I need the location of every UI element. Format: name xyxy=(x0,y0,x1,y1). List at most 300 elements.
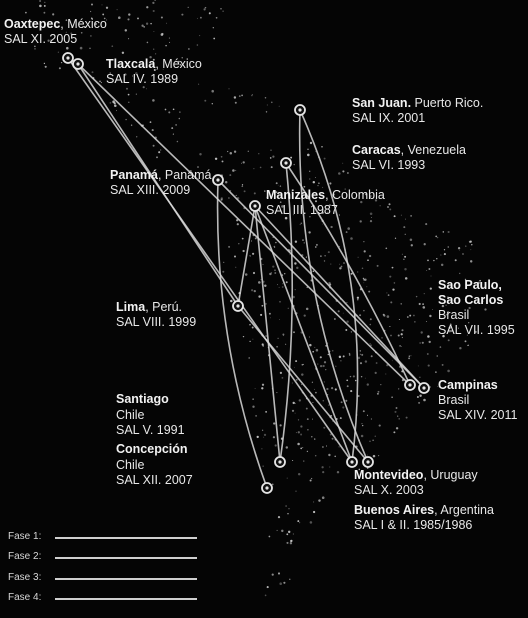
city-light xyxy=(279,106,280,107)
city-light xyxy=(345,329,347,331)
city-light xyxy=(262,345,264,347)
city-light xyxy=(360,220,362,222)
city-light xyxy=(329,182,331,184)
city-light xyxy=(141,25,143,27)
city-light xyxy=(179,111,180,112)
city-light xyxy=(367,259,369,261)
city-light xyxy=(152,99,155,102)
route-concepcion-panama xyxy=(218,180,267,488)
city-light xyxy=(307,451,308,452)
city-light xyxy=(273,436,275,438)
city-light xyxy=(221,199,223,201)
site-marker-dot-buenosaires xyxy=(350,460,353,463)
city-light xyxy=(249,341,250,342)
city-light xyxy=(341,401,343,403)
city-light xyxy=(243,161,245,163)
city-light xyxy=(300,448,302,450)
city-light xyxy=(370,220,372,222)
city-light xyxy=(392,360,393,361)
city-light xyxy=(252,327,254,329)
city-light xyxy=(282,334,284,336)
city-light xyxy=(334,456,335,457)
city-light xyxy=(322,224,323,225)
city-light xyxy=(61,62,62,63)
city-light xyxy=(235,267,236,268)
city-light xyxy=(328,454,330,456)
legend-line-fase-2 xyxy=(55,557,197,559)
city-light xyxy=(302,239,303,240)
site-marker-dot-oaxtepec xyxy=(66,56,69,59)
city-light xyxy=(241,163,242,164)
city-light xyxy=(131,124,132,125)
city-light xyxy=(251,240,252,241)
city-light xyxy=(290,157,292,159)
city-light xyxy=(339,267,341,269)
city-light xyxy=(269,273,271,275)
city-light xyxy=(168,111,170,113)
city-light xyxy=(320,365,322,367)
city-light xyxy=(92,71,94,73)
city-light xyxy=(262,430,263,431)
city-light xyxy=(306,408,308,410)
city-light xyxy=(392,288,394,290)
city-light xyxy=(315,455,316,456)
site-marker-dot-manizales xyxy=(253,204,256,207)
city-light xyxy=(313,511,315,513)
city-light xyxy=(258,295,260,297)
city-light xyxy=(295,491,296,492)
city-light xyxy=(401,215,402,216)
city-light xyxy=(292,410,294,412)
city-light xyxy=(331,387,333,389)
city-light xyxy=(248,357,249,358)
city-light xyxy=(299,399,301,401)
city-light xyxy=(357,272,358,273)
site-marker-dot-sanjuan xyxy=(298,108,301,111)
city-light xyxy=(421,331,423,333)
city-light xyxy=(367,455,368,456)
city-light xyxy=(398,418,399,419)
city-light xyxy=(469,241,471,243)
legend-line-fase-1 xyxy=(55,537,197,539)
city-light xyxy=(158,151,160,153)
city-light xyxy=(414,321,415,322)
city-light xyxy=(394,282,396,284)
city-light xyxy=(350,237,353,240)
city-light xyxy=(287,478,288,479)
city-light xyxy=(436,258,437,259)
city-light xyxy=(300,434,302,436)
city-light xyxy=(419,303,421,305)
city-light xyxy=(236,195,237,196)
city-light xyxy=(462,253,464,255)
city-light xyxy=(298,473,300,475)
city-light xyxy=(277,338,278,339)
city-light xyxy=(173,108,175,110)
city-light xyxy=(337,471,339,473)
city-light xyxy=(370,324,372,326)
city-light xyxy=(359,314,361,316)
city-light xyxy=(279,424,281,426)
city-light xyxy=(155,53,156,54)
city-light xyxy=(303,461,304,462)
city-light xyxy=(234,96,236,98)
city-light xyxy=(244,190,246,192)
city-light xyxy=(324,260,325,261)
city-light xyxy=(383,314,385,316)
city-light xyxy=(166,23,167,24)
city-light xyxy=(278,185,279,186)
city-light xyxy=(269,313,271,315)
city-light xyxy=(362,267,364,269)
city-light xyxy=(340,417,342,419)
city-light xyxy=(281,377,283,379)
city-light xyxy=(229,88,230,89)
city-light xyxy=(363,310,365,312)
city-light xyxy=(321,466,323,468)
city-light xyxy=(257,436,259,438)
city-light xyxy=(320,255,322,257)
city-light xyxy=(260,314,262,316)
city-light xyxy=(403,226,405,228)
city-light xyxy=(307,418,309,420)
city-light xyxy=(387,315,390,318)
city-light xyxy=(443,231,445,233)
city-light xyxy=(315,392,317,394)
city-light xyxy=(375,372,377,374)
city-light xyxy=(122,52,124,54)
city-light xyxy=(284,273,285,274)
city-light xyxy=(448,231,450,233)
city-light xyxy=(440,346,442,348)
city-light xyxy=(235,102,237,104)
city-light xyxy=(252,253,254,255)
city-light xyxy=(296,379,298,381)
city-light xyxy=(238,243,239,244)
legend-line-fase-3 xyxy=(55,578,197,580)
city-light xyxy=(276,182,278,184)
city-light xyxy=(267,105,268,106)
city-light xyxy=(372,440,373,441)
city-light xyxy=(45,66,47,68)
city-light xyxy=(293,331,295,333)
city-light xyxy=(165,45,167,47)
city-light xyxy=(315,246,317,248)
city-light xyxy=(161,16,163,18)
city-light xyxy=(369,255,371,257)
city-light xyxy=(315,151,316,152)
city-light xyxy=(316,244,318,246)
city-light xyxy=(152,2,154,4)
city-light xyxy=(252,398,253,399)
city-light xyxy=(312,351,314,353)
city-light xyxy=(334,318,336,320)
city-light xyxy=(371,418,372,419)
label-sao-paulo: Sao Paulo, Sao Carlos Brasil SAL VII. 1995 xyxy=(438,278,515,337)
city-light xyxy=(363,241,364,242)
city-light xyxy=(324,255,325,256)
legend-label-fase-2: Fase 2: xyxy=(8,551,42,562)
city-light xyxy=(399,319,400,320)
city-light xyxy=(409,315,411,317)
city-light xyxy=(230,152,233,155)
city-light xyxy=(363,282,364,283)
city-light xyxy=(304,314,306,316)
city-light xyxy=(401,346,402,347)
city-light xyxy=(125,29,127,31)
city-light xyxy=(298,419,299,420)
city-light xyxy=(302,364,304,366)
city-light xyxy=(283,335,284,336)
city-light xyxy=(403,259,404,260)
city-light xyxy=(248,151,249,152)
city-light xyxy=(261,448,262,449)
city-light xyxy=(279,301,281,303)
city-light xyxy=(264,434,266,436)
city-light xyxy=(471,244,472,245)
city-light xyxy=(272,156,274,158)
city-light xyxy=(230,300,233,303)
city-light xyxy=(364,250,366,252)
city-light xyxy=(338,172,341,175)
city-light xyxy=(340,360,342,362)
city-light xyxy=(278,572,280,574)
city-light xyxy=(332,350,334,352)
city-light xyxy=(59,67,61,69)
city-light xyxy=(424,243,426,245)
city-light xyxy=(270,317,271,318)
city-light xyxy=(394,411,396,413)
city-light xyxy=(376,362,378,364)
city-light xyxy=(222,271,224,273)
site-marker-dot-montevideo xyxy=(366,460,369,463)
city-light xyxy=(440,254,441,255)
city-light xyxy=(300,425,302,427)
city-light xyxy=(293,402,295,404)
city-light xyxy=(406,417,408,419)
city-light xyxy=(289,254,290,255)
city-light xyxy=(289,579,290,580)
city-light xyxy=(342,170,344,172)
city-light xyxy=(52,13,54,15)
city-light xyxy=(243,336,244,337)
city-light xyxy=(330,226,332,228)
city-light xyxy=(221,156,223,158)
city-light xyxy=(467,345,468,346)
city-light xyxy=(209,12,211,14)
city-light xyxy=(249,324,251,326)
city-light xyxy=(322,496,325,499)
city-light xyxy=(447,370,450,373)
city-light xyxy=(110,102,112,104)
city-light xyxy=(250,255,251,256)
city-light xyxy=(153,10,155,12)
city-light xyxy=(39,5,42,8)
city-light xyxy=(422,303,424,305)
city-light xyxy=(255,388,256,389)
city-light xyxy=(375,436,376,437)
city-light xyxy=(347,227,350,230)
city-light xyxy=(232,169,235,172)
city-light xyxy=(274,246,276,248)
city-light xyxy=(316,349,319,352)
city-light xyxy=(367,415,368,416)
city-light xyxy=(263,264,264,265)
city-light xyxy=(152,129,154,131)
city-light xyxy=(128,94,130,96)
legend-label-fase-1: Fase 1: xyxy=(8,531,42,542)
city-light xyxy=(181,14,183,16)
city-light xyxy=(470,249,471,250)
city-light xyxy=(128,102,129,103)
city-light xyxy=(389,326,390,327)
city-light xyxy=(307,429,309,431)
city-light xyxy=(258,153,259,154)
city-light xyxy=(154,0,155,1)
city-light xyxy=(294,367,295,368)
city-light xyxy=(465,340,467,342)
city-light xyxy=(213,38,215,40)
city-light xyxy=(239,95,241,97)
city-light xyxy=(419,395,421,397)
city-light xyxy=(234,151,236,153)
city-light xyxy=(281,530,283,532)
city-light xyxy=(272,265,274,267)
city-light xyxy=(345,400,347,402)
city-light xyxy=(204,8,206,10)
city-light xyxy=(459,250,460,251)
city-light xyxy=(470,260,472,262)
label-concepcion: Concepción Chile SAL XII. 2007 xyxy=(116,442,193,487)
label-santiago: Santiago Chile SAL V. 1991 xyxy=(116,392,185,437)
city-light xyxy=(385,374,386,375)
city-light xyxy=(347,385,349,387)
city-light xyxy=(241,95,243,97)
city-light xyxy=(355,380,357,382)
city-light xyxy=(351,331,352,332)
city-light xyxy=(429,315,431,317)
city-light xyxy=(347,172,349,174)
city-light xyxy=(309,178,310,179)
city-light xyxy=(430,287,432,289)
city-light xyxy=(427,335,430,338)
city-light xyxy=(197,44,199,46)
city-light xyxy=(325,369,326,370)
label-lima: Lima, Perú. SAL VIII. 1999 xyxy=(116,300,197,329)
city-light xyxy=(307,148,309,150)
city-light xyxy=(169,38,170,39)
city-light xyxy=(317,185,318,186)
city-light xyxy=(301,373,303,375)
city-light xyxy=(265,335,267,337)
city-light xyxy=(296,432,297,433)
city-light xyxy=(234,256,236,258)
city-light xyxy=(292,460,293,461)
city-light xyxy=(311,478,312,479)
city-light xyxy=(349,354,351,356)
city-light xyxy=(204,100,206,102)
city-light xyxy=(80,47,83,50)
city-light xyxy=(150,121,152,123)
label-oaxtepec: Oaxtepec, México SAL XI. 2005 xyxy=(4,17,107,46)
city-light xyxy=(66,47,69,50)
city-light xyxy=(146,23,148,25)
city-light xyxy=(318,499,320,501)
city-light xyxy=(264,284,266,286)
city-light xyxy=(273,422,275,424)
city-light xyxy=(205,7,207,9)
city-light xyxy=(128,38,129,39)
city-light xyxy=(360,362,362,364)
city-light xyxy=(395,238,396,239)
city-light xyxy=(302,447,303,448)
city-light xyxy=(282,286,284,288)
city-light xyxy=(430,275,431,276)
city-light xyxy=(329,467,330,468)
city-light xyxy=(312,419,313,420)
city-light xyxy=(411,244,413,246)
city-light xyxy=(307,154,310,157)
city-light xyxy=(448,246,449,247)
city-light xyxy=(296,267,298,269)
city-light xyxy=(116,110,117,111)
city-light xyxy=(426,270,427,271)
city-light xyxy=(262,384,264,386)
label-campinas: Campinas Brasil SAL XIV. 2011 xyxy=(438,378,518,422)
city-light xyxy=(401,333,403,335)
city-light xyxy=(378,455,379,456)
city-light xyxy=(295,241,297,243)
city-light xyxy=(286,542,288,544)
city-light xyxy=(212,103,213,104)
city-light xyxy=(391,396,392,397)
city-light xyxy=(437,355,438,356)
city-light xyxy=(441,264,443,266)
city-light xyxy=(381,337,382,338)
city-light xyxy=(153,49,154,50)
city-light xyxy=(286,533,288,535)
site-marker-dot-saopaulo xyxy=(408,383,411,386)
city-light xyxy=(251,95,253,97)
city-light xyxy=(435,371,437,373)
city-light xyxy=(279,582,282,585)
city-light xyxy=(318,182,320,184)
city-light xyxy=(407,316,409,318)
city-light xyxy=(313,181,315,183)
city-light xyxy=(270,157,272,159)
city-light xyxy=(320,356,322,358)
city-light xyxy=(254,192,256,194)
city-light xyxy=(254,290,256,292)
city-light xyxy=(265,595,267,597)
city-light xyxy=(404,256,406,258)
city-light xyxy=(339,264,340,265)
city-light xyxy=(377,393,379,395)
city-light xyxy=(371,355,373,357)
city-light xyxy=(459,347,461,349)
city-light xyxy=(432,309,433,310)
city-light xyxy=(419,342,420,343)
city-light xyxy=(458,247,460,249)
city-light xyxy=(227,151,228,152)
city-light xyxy=(396,427,398,429)
city-light xyxy=(258,281,261,284)
label-panama: Panamá, Panamá SAL XIII. 2009 xyxy=(110,168,212,197)
city-light xyxy=(402,337,403,338)
city-light xyxy=(328,405,329,406)
city-light xyxy=(418,365,419,366)
city-light xyxy=(228,246,230,248)
